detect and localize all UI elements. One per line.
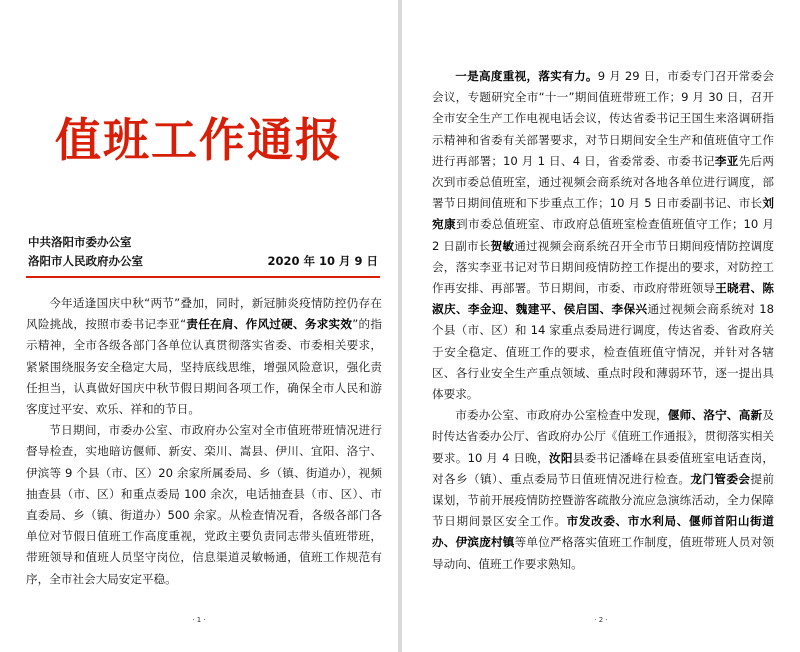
name-bold: 贺敏 [490, 238, 515, 253]
place-bold: 汝阳 [548, 450, 573, 465]
document-page-2 [402, 0, 800, 652]
issuer-row-1 [28, 233, 378, 252]
text-run: 今年适逢国庆中秋“两节”叠加，同时，新冠肺炎疫情防控仍存在风险挑战，按照市委书记李亚“ [26, 296, 382, 332]
text-run: 通过视频会商系统对 18 个县（市、区）和 14 家重点委局进行调度，传达省委、省政府关于安全稳定、值班工作的要求，检查值班值守情况，并针对各辖区、各行业安全生产重点领域、重点时段和薄弱环节，逐一提出具体要求。 [432, 302, 774, 402]
masthead-title: 值班工作通报 [55, 113, 343, 167]
paragraph-intro [26, 293, 382, 420]
page-2-body [432, 66, 774, 575]
text-run: 到市委总值班室、市政府总值班室检查值班值守工作；10 月 2 日副市长 [432, 217, 774, 253]
text-run: 提前谋划，节前开展疫情防控暨游客疏散分流应急演练活动，全力保障节日期间景区安全工作。 [432, 471, 774, 529]
units-bold: 市发改委、市水利局、偃师首阳山街道办、伊滨庞村镇 [432, 514, 774, 550]
text-run: 市委办公室、市政府办公室检查中发现， [455, 408, 668, 423]
places-bold: 偃师、洛宁、高新 [667, 408, 763, 423]
red-separator-line [26, 276, 380, 278]
section-lead: 一是高度重视，落实有力。 [455, 69, 598, 83]
issuer-government-office: 洛阳市人民政府办公室 [28, 254, 143, 268]
page-number-2: · 2 · [594, 616, 608, 624]
page-1-body [26, 293, 382, 590]
unit-bold: 龙门管委会 [690, 471, 751, 486]
names-bold: 王晓君、陈淑庆、李金迎、魏建平、侯启国、李保兴 [432, 281, 774, 317]
page-number-1: · 1 · [192, 616, 206, 624]
issuer-block [28, 233, 378, 271]
name-bold: 李亚 [714, 153, 739, 168]
issuer-row-2 [28, 252, 378, 271]
issue-date: 2020 年 10 月 9 日 [267, 254, 378, 268]
issuer-party-office: 中共洛阳市委办公室 [28, 235, 132, 249]
text-run: 通过视频会商系统召开全市节日期间疫情防控调度会，落实李亚书记对节日期间疫情防控工作提出的要求，对防控工作再安排、再部署。节日期间，市委、市政府带班领导 [432, 238, 774, 296]
text-run: 等单位严格落实值班工作制度，值班带班人员对领导动向、值班工作要求熟知。 [432, 535, 774, 571]
text-run: 先后两次到市委总值班室，通过视频会商系统对各地各单位进行调度，部署节日期间值班和下步重点工作；10 月 5 日市委副书记、市长 [432, 153, 774, 211]
name-bold: 刘宛康 [432, 196, 774, 232]
paragraph-point-one [432, 66, 774, 405]
text-run: ”的指示精神，全市各级各部门各单位认真贯彻落实省委、市委相关要求，紧紧围绕服务安全稳定大局，坚持底线思维，增强风险意识，强化责任担当，认真做好国庆中秋节假日期间各项工作，确保全市人民和游客度过平安、欢乐、祥和的节日。 [26, 317, 382, 417]
document-page-1 [0, 0, 398, 652]
paragraph-findings [432, 405, 774, 575]
text-run: 9 月 29 日，市委专门召开常委会会议，专题研究全市“十一”期间值班带班工作；9 月 30 日，召开全市安全生产工作电视电话会议，传达省委书记王国生来洛调研指示精神和省委有关部署要求，对节日期间安全生产和值班值守工作进行再部署；10 月 1 日、4 日，省委常委、市委书记 [432, 69, 774, 168]
text-run: 县委书记潘峰在县委值班室电话查岗，对各乡（镇）、重点委局节日值班情况进行检查。 [432, 450, 774, 486]
text-run: 及时传达省委办公厅、省政府办公厅《值班工作通报》，贯彻落实相关要求。10 月 4 日晚， [432, 408, 775, 465]
paragraph-inspection: 节日期间，市委办公室、市政府办公室对全市值班带班情况进行督导检查，实地暗访偃师、新安、栾川、嵩县、伊川、宜阳、洛宁、伊滨等 9 个县（市、区）20 余家所属委局、乡（镇、街道办），视频抽查县（市、区）和重点委局 100 余次，电话抽查县（市、区）、市直委局、乡（镇、街道办）500 余家。从检查情况看，各级各部门各单位对节假日值班工作高度重视，党政主要负责同志带头值班带班，带班领导和值班人员坚守岗位，信息渠道灵敏畅通，值班工作规范有序，全市社会大局安定平稳。 [26, 423, 382, 586]
emphasis-quote: 责任在肩、作风过硬、务求实效 [186, 317, 353, 332]
